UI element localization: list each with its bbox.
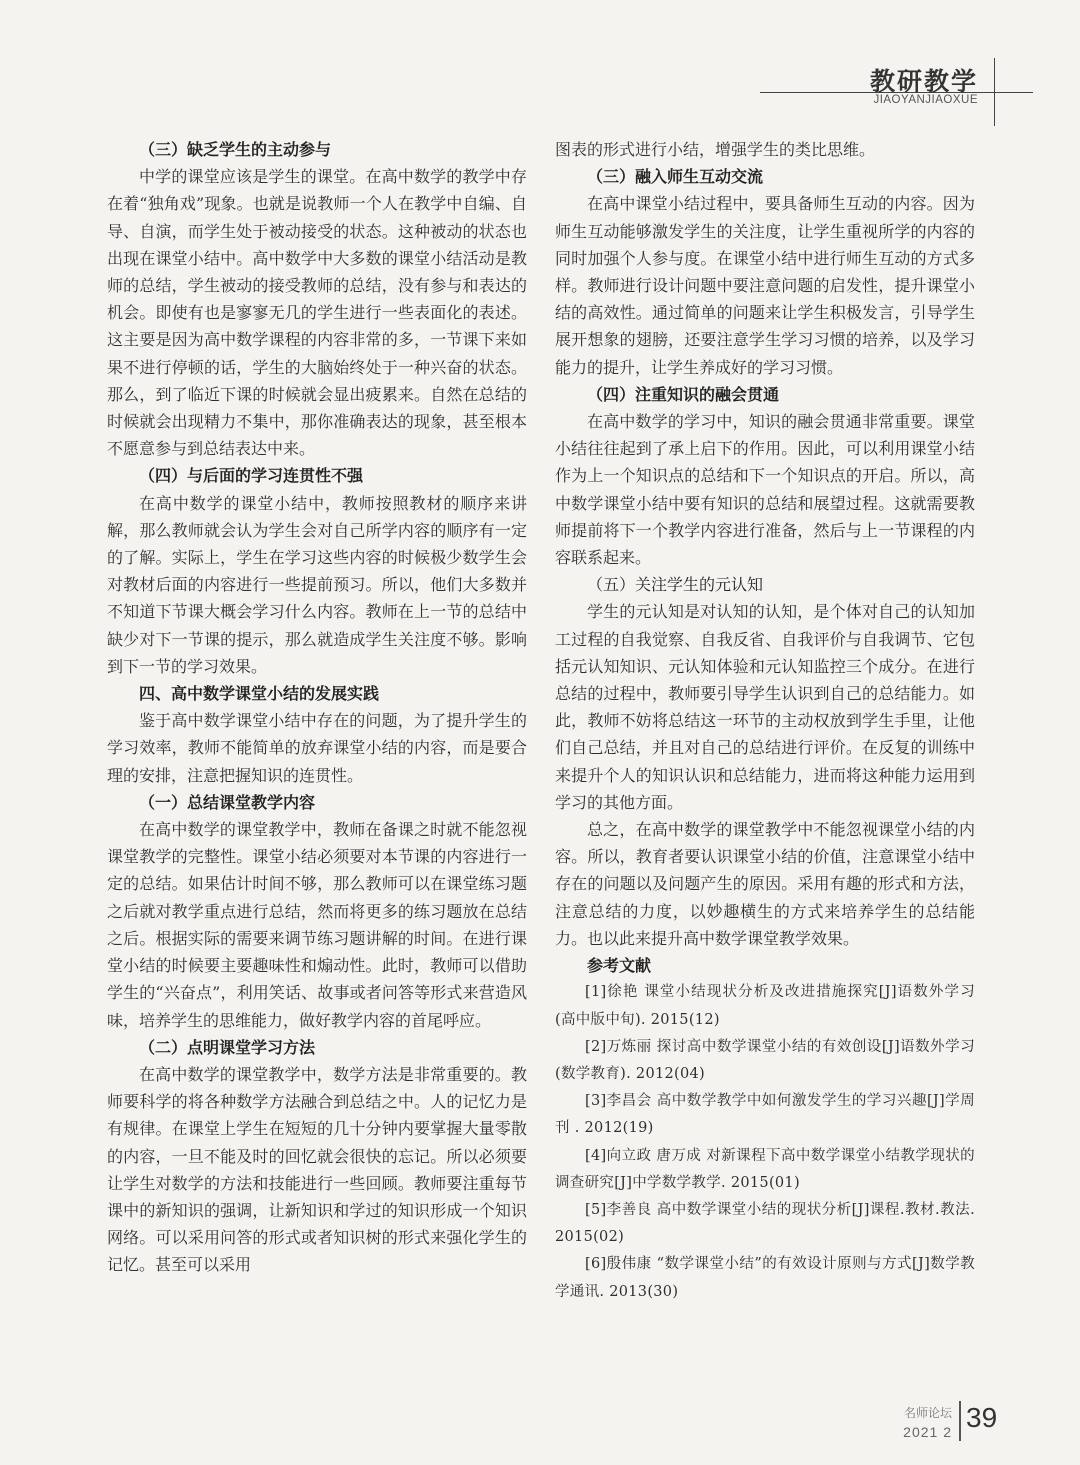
footer-rule (959, 1401, 961, 1441)
header-vertical-rule (994, 58, 995, 126)
body-paragraph: 学生的元认知是对认知的认知，是个体对自己的认知加工过程的自我觉察、自我反省、自我评价与自我调节、它包括元认知知识、元认知体验和元认知监控三个成分。在进行总结的过程中，教师要引导学生认识到自己的总结能力。如此，教师不妨将总结这一环节的主动权放到学生手里，让他们自己总结，并且对自己的总结进行评价。在反复的训练中来提升个人的知识认识和总结能力，进而将这种能力运用到学习的其他方面。 (555, 602, 975, 812)
reference-item: [3]李昌会 高中数学教学中如何激发学生的学习兴趣[J]学周刊 . 2012(19) (555, 1093, 975, 1137)
reference-item: [1]徐艳 课堂小结现状分析及改进措施探究[J]语数外学习(高中版中旬). 2015(12) (555, 984, 975, 1028)
body-paragraph: 总之，在高中数学的课堂教学中不能忽视课堂小结的内容。所以，教育者要认识课堂小结的价值，注意课堂小结中存在的问题以及问题产生的原因。采用有趣的形式和方法，注意总结的力度，以妙趣横生的方式来培养学生的总结能力。也以此来提升高中数学课堂教学效果。 (555, 820, 975, 948)
body-paragraph: 在高中数学的课堂教学中，数学方法是非常重要的。教师要科学的将各种数学方法融合到总结之中。人的记忆力是有规律。在课堂上学生在短短的几十分钟内要掌握大量零散的内容，一旦不能及时的回忆就会很快的忘记。所以必须要让学生对数学的方法和技能进行一些回顾。教师要注重每节课中的新知识的强调，让新知识和学过的知识形成一个知识网络。可以采用问答的形式或者知识树的形式来强化学生的记忆。甚至可以采用 (107, 1064, 527, 1275)
body-paragraph: 在高中数学的学习中，知识的融会贯通非常重要。课堂小结往往起到了承上启下的作用。因此，可以利用课堂小结作为上一个知识点的总结和下一个知识点的开启。所以，高中数学课堂小结中要有知识的总结和展望过程。这就需要教师提前将下一个教学内容进行准备，然后与上一节课程的内容联系起来。 (555, 412, 975, 568)
section-pinyin: JIAOYANJIAOXUE (873, 94, 978, 106)
section-title: 教研教学 (869, 67, 978, 96)
section-heading: 参考文献 (587, 956, 652, 976)
body-paragraph: 中学的课堂应该是学生的课堂。在高中数学的教学中存在着“独角戏”现象。也就是说教师一个人在教学中自编、自导、自演，而学生处于被动接受的状态。这种被动的状态也出现在课堂小结中。高中数学中大多数的课堂小结活动是教师的总结，学生被动的接受教师的总结，没有参与和表达的机会。即使有也是寥寥无几的学生进行一些表面化的表述。这主要是因为高中数学课程的内容非常的多，一节课下来如果不进行停顿的话，学生的大脑始终处于一种兴奋的状态。那么，到了临近下课的时候就会显出疲累来。自然在总结的时候就会出现精力不集中，那你准确表达的现象，甚至根本不愿意参与到总结表达中来。 (107, 167, 527, 459)
right-column (555, 136, 975, 1306)
section-heading: （四）注重知识的融会贯通 (587, 384, 780, 404)
reference-item: [2]万炼丽 探讨高中数学课堂小结的有效创设[J]语数外学习(数学教育). 2012(04) (555, 1038, 975, 1082)
body-paragraph: 鉴于高中数学课堂小结中存在的问题，为了提升学生的学习效率，教师不能简单的放弃课堂小结的内容，而是要合理的安排，注意把握知识的连贯性。 (107, 711, 527, 785)
journal-name: 名师论坛 (903, 1406, 952, 1420)
body-paragraph: 图表的形式进行小结，增强学生的类比思维。 (555, 140, 876, 159)
section-heading: （五）关注学生的元认知 (587, 575, 764, 595)
section-heading: （一）总结课堂教学内容 (139, 792, 316, 812)
section-heading: （二）点明课堂学习方法 (139, 1037, 316, 1057)
left-column (107, 136, 527, 1279)
body-paragraph: 在高中数学的课堂教学中，教师在备课之时就不能忽视课堂教学的完整性。课堂小结必须要对本节课的内容进行一定的总结。如果估计时间不够，那么教师可以在课堂练习题之后就对教学重点进行总结，然而将更多的练习题放在总结之后。根据实际的需要来调节练习题讲解的时间。在进行课堂小结的时候要主要趣味性和煽动性。此时，教师可以借助学生的“兴奋点”，利用笑话、故事或者问答等形式来营造风味，培养学生的思维能力，做好教学内容的首尾呼应。 (107, 820, 527, 1030)
reference-item: [6]殷伟康 “数学课堂小结”的有效设计原则与方式[J]数学教学通讯. 2013(30) (555, 1256, 975, 1300)
section-heading: （四）与后面的学习连贯性不强 (139, 466, 364, 486)
body-paragraph: 在高中数学的课堂小结中，教师按照教材的顺序来讲解，那么教师就会认为学生会对自己所学内容的顺序有一定的了解。实际上，学生在学习这些内容的时候极少数学生会对教材后面的内容进行一些提前预习。所以，他们大多数并不知道下节课大概会学习什么内容。教师在上一节的总结中缺少对下一节课的提示，那么就造成学生关注度不够。影响到下一节的学习效果。 (107, 493, 527, 676)
section-heading: （三）融入师生互动交流 (587, 167, 764, 187)
section-heading: 四、高中数学课堂小结的发展实践 (139, 684, 380, 704)
reference-item: [5]李善良 高中数学课堂小结的现状分析[J]课程.教材.教法. 2015(02) (555, 1201, 975, 1246)
issue-date: 2021 2 (903, 1424, 952, 1440)
body-paragraph: 在高中课堂小结过程中，要具备师生互动的内容。因为师生互动能够激发学生的关注度，让学生重视所学的内容的同时加强个人参与度。在课堂小结中进行师生互动的方式多样。教师进行设计问题中要注意问题的启发性，提升课堂小结的高效性。通过简单的问题来让学生积极发言，引导学生展开想象的翅膀，还要注意学生学习习惯的培养，以及学习能力的提升，让学生养成好的学习习惯。 (555, 194, 975, 377)
section-heading: （三）缺乏学生的主动参与 (139, 140, 332, 159)
page-number: 39 (966, 1402, 998, 1433)
reference-item: [4]向立政 唐万成 对新课程下高中数学课堂小结教学现状的调查研究[J]中学数学教学. 2015(01) (555, 1147, 975, 1191)
